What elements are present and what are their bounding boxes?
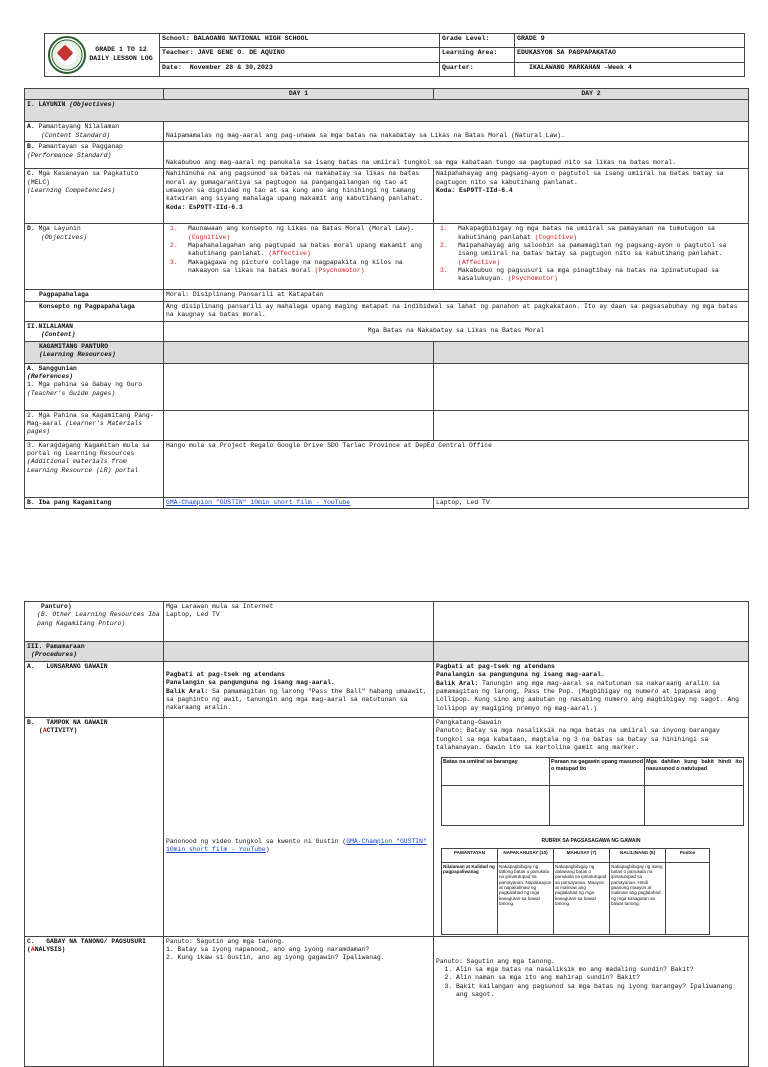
panturo-title: Panturo): [41, 603, 72, 610]
pagsusuri-day1-q2: 2. Kung ikaw si Gustin, ano ag iyong gagawin? Ipaliwanag.: [166, 954, 385, 962]
header-grade-cell: [45, 34, 160, 77]
pamamaraan-day2: [434, 642, 749, 662]
layunin-title: I. LAYUNIN: [27, 101, 66, 109]
grade-level-value: GRADE 9: [515, 34, 745, 48]
objective-domain-tag: (Affective): [458, 258, 501, 266]
item-letter: C.: [27, 937, 35, 945]
pamamaraan-day1: [164, 642, 434, 662]
analysis-letter: A: [30, 946, 35, 954]
other-resources-day2: Laptop, Led TV: [434, 497, 749, 508]
pagsusuri-label: [25, 936, 164, 1066]
question-item: 1. Alin sa mga batas na nasaliksik mo ang madaling sundin? Bakit?: [456, 966, 746, 974]
panturo-sub: (B. Other Learning Resources Iba pang Kagamitang Pnturo): [37, 611, 160, 627]
content-standard-title: Pamantayang Nilalaman: [38, 123, 120, 131]
objective-text: Makabubuo ng pagsusuri sa mga pinagtibay na batas na ipinatutupad sa kasalukuyan.: [458, 266, 719, 283]
layunin-title-en: (Objectives): [69, 101, 116, 109]
melc-day1-text: Nahihinuha na ang pagsunod sa batas na nakabatay sa likas na batas moral ay gumagarantiya sa pagtugon sa pangangailangan ng tao at umaayon sa dignidad ng tao at sa kung ano ang hinihingi ng tamang katwiran ang siyang mahalaga upang makamit ang kabutihang panlahat.: [166, 170, 423, 203]
gustin-video-link[interactable]: GMA-Champion "GUSTIN" 10min short film - YouTube: [166, 498, 351, 506]
lm-pages-day1: [164, 410, 434, 440]
pagsusuri-title: GABAY NA TANONG/ PAGSUSURI: [46, 937, 146, 945]
pangkatang-gawain-text: Panuto: Batay sa mga nasaliksik na mga batas na umiiral sa inyong barangay tungkol sa mga kabataan, magtala ng 3 na batas sa batay sa hinihingi sa talahanayan. Gawin ito sa kartolina gamit ang marker.: [436, 727, 720, 751]
objective-number: 2.: [170, 241, 178, 249]
lm-pages-sub: (Learner's Materials pages): [27, 419, 143, 436]
pamamaraan-title: III. Pamamaraan: [27, 643, 85, 650]
pagpapahalaga-value: Moral: Disiplinang Pansarili at Katapatan: [164, 290, 749, 301]
item-letter: A.: [27, 663, 35, 670]
melc-sub: (Learning Competencies): [27, 186, 116, 194]
rubric-col-header: PAMANTAYAN: [442, 848, 498, 862]
item-letter: A.: [27, 123, 35, 131]
objective-text: Makapagbibigay ng mga batas na umiiral sa pamayanan na tumutugon sa kabutihang panlahat: [458, 225, 715, 241]
day1-header: DAY 1: [164, 89, 434, 100]
quarter-value: IKALAWANG MARKAHAN –Week 4: [515, 62, 745, 76]
objective-number: 3.: [170, 258, 178, 266]
objective-number: 1.: [170, 225, 178, 233]
lunsarang-day2: [434, 662, 749, 718]
activity-letter: A: [42, 727, 47, 735]
pamamaraan-label: [25, 642, 164, 662]
rubric-puntos: [666, 862, 710, 934]
objectives-day1: [164, 224, 434, 290]
references-sub: (References): [27, 372, 74, 380]
balik-aral-text: Tanungin ang mga mag-aaral sa natutunan sa nakaraang aralin sa pamamagitan ng larong, Pass the Pop. (Magbibigay ng numero at ipapasa ang Lollipop. Kung sino ang aabutan ng nasabing numero ang magbibigay ng sagot. Ang lollipop ay magiging premyo ng mag-aaral.): [436, 679, 739, 712]
grid-header-reason: Mga dahilan kung bakit hindi ito nasusunod o natutupad: [645, 758, 744, 786]
teacher-value: JAVE GENE O. DE AQUINO: [197, 49, 285, 57]
rubric-napakahusay: Nakapagbibigay ng tatlong batas o panukala na ipinatutupad sa pamayanan. Napakaayos at napakalinaw ng pagkalahad ng mga kasagutan sa bawat tanong.: [498, 862, 554, 934]
tg-pages-label: Mga pahina sa Gabay ng Guro: [38, 381, 143, 389]
objective-text: Makagagawa ng picture collage na nagpapakita ng kilos na nakaayon sa likas na batas moral: [188, 258, 403, 274]
pagsusuri-day2-instruction: Panuto: Sagutin ang mga tanong.: [436, 957, 555, 965]
lr-portal-label: [25, 440, 164, 497]
objective-text-wrap: [452, 242, 746, 267]
lunsarang-label: [25, 662, 164, 718]
paren: ): [265, 845, 270, 853]
melc-day1: [164, 169, 434, 224]
grid-cell: [442, 786, 550, 826]
date-label: Date:: [162, 63, 182, 71]
pagsusuri-day1-instruction: Panuto: Sagutin ang mga tanong.: [166, 937, 285, 945]
melc-label: [25, 169, 164, 224]
item-letter: A.: [27, 364, 35, 372]
gustin-video-link-2[interactable]: GMA-Champion "GUSTIN" 10min short film - YouTube: [166, 837, 427, 853]
objective-domain-tag: (Cognitive): [188, 233, 231, 241]
day2-balik-aral: [436, 680, 746, 713]
objective-item: [166, 242, 431, 259]
objective-item: [166, 225, 431, 242]
activity-label: [27, 727, 77, 734]
melc-day2-text: Naipahahayag ang pagsang-ayon o pagtutol sa isang umiiral na batas batay sa pagtugon nito sa kabutihang panlahat.: [436, 170, 724, 186]
references-day2: [434, 363, 749, 410]
date-cell: [160, 62, 440, 76]
kagamitan-day2: [434, 341, 749, 363]
balik-aral-text: Sa pamamagitan ng larong "Pass the Ball" habang umaawit, sa paghinto ng awit, tanungin ang mga mag-aaral sa natutunan sa nakaraang aralin.: [166, 687, 427, 712]
grid-cell: [550, 786, 645, 826]
grade-level-label: Grade Level:: [440, 34, 515, 48]
objective-number: 2.: [440, 241, 448, 249]
quarter-label: Quarter:: [440, 62, 515, 76]
question-item: 2. Alin naman sa mga ito ang mahirap sundin? Bakit?: [456, 974, 746, 982]
objective-domain-tag: (Cognitive): [534, 233, 577, 241]
barangay-law-grid: [441, 757, 744, 826]
rubric-col-header: NAPAKAHUSAY (10): [498, 848, 554, 862]
references-title: Sanggunian: [38, 364, 77, 372]
objective-text-wrap: [182, 225, 431, 242]
lesson-table-page-2: [24, 601, 749, 1067]
melc-day2-code: Koda: EsP9TT-IId-6.4: [436, 186, 513, 194]
nilalaman-sub: (Content): [41, 330, 76, 338]
deped-seal-icon: [48, 36, 86, 74]
tampok-title: TAMPOK NA GAWAIN: [46, 719, 108, 726]
melc-day2: [434, 169, 749, 224]
content-standard-text: Naipamamalas ng mag-aaral ang pag-unawa sa mga batas na nakabatay sa Likas na Batas Moral (Natural Law).: [164, 122, 749, 142]
grid-header-method: Paraan na gagawin upang masunod o matupad ito: [550, 758, 645, 786]
nilalaman-content: Mga Batas na Nakabatay sa Likas na Batas Moral: [164, 321, 749, 341]
item-letter: D.: [27, 225, 35, 233]
panturo-label: [25, 602, 164, 642]
tampok-day1-text: [166, 838, 431, 855]
day2-prayer: Panalangin sa pangunguna ng isang mag-aaral.: [436, 671, 605, 679]
activity-rest: CTIVITY): [46, 727, 78, 735]
objectives-day1-list: [166, 225, 431, 275]
content-standard-label: [25, 122, 164, 142]
rubric-col-header: NALILINANG (5): [610, 848, 666, 862]
day1-prayer: Panalangin sa pangunguna ng isang mag-aaral.: [166, 679, 335, 687]
nilalaman-title: II.NILALAMAN: [27, 322, 74, 330]
objectives-label: [25, 224, 164, 290]
performance-standard-text: Nakabubuo ang mag-aaral ng panukala sa isang batas na umiiral tungkol sa mga kabataan tungo sa pagtupad nito sa likas na batas moral.: [164, 142, 749, 169]
lr-portal-title: Karagdagang Kagamitan mula sa portal ng Learning Resources: [27, 441, 150, 457]
objectives-title: Mga Layunin: [38, 225, 81, 233]
lr-portal-sub: (Additional materials from Learning Resource (LR) portal: [27, 458, 139, 474]
balik-aral-label: Balik Aral:: [436, 679, 479, 687]
learning-area-value: EDUKASYON SA PAGPAPAKATAO: [515, 48, 745, 62]
school-label: School:: [162, 35, 190, 42]
grid-cell: [645, 786, 744, 826]
grade-log-title: GRADE 1 TO 12 DAILY LESSON LOG: [89, 46, 153, 62]
item-letter: B.: [27, 143, 35, 151]
rubric-col-header: MAHUSAY (7): [554, 848, 610, 862]
kagamitan-day1: [164, 341, 434, 363]
day1-balik-aral: [166, 688, 431, 713]
lr-portal-text: Hango mula sa Project Regalo Google Drive SDO Tarlac Province at DepEd Central Office: [164, 440, 749, 497]
rubric-title: RUBRIK SA PAGSASAGAWA NG GAWAIN: [541, 838, 641, 845]
rubric-nalilinang: Nakapagbibigay ng isang batas o panukala na ipinatutupad sa pamayanan. Hindi gaanong maayos at malinaw ang paglalahad ng mga kasagutan sa bawat tanong.: [610, 862, 666, 934]
other-resources-title: Iba pang Kagamitang: [38, 498, 112, 506]
objective-text-wrap: [182, 242, 431, 259]
objective-text: Maipahahayag ang saloobin sa pamamagitan ng pagsang-ayon o pagtutol sa isang umiiral na batas batay sa pagtugon nito sa kabutihang panlahat.: [458, 241, 727, 258]
lunsarang-day1: [164, 662, 434, 718]
kagamitan-title: KAGAMITANG PANTURO: [39, 342, 109, 350]
pamamaraan-sub: (Procedures): [31, 651, 78, 659]
pagsusuri-day1: [164, 936, 434, 1066]
panturo-day1: Mga Larawan mula sa Internet Laptop, Led TV: [164, 602, 434, 642]
rubric-row-label: Nilalaman at Kalidad ng pagpapaliwanag: [442, 862, 498, 934]
header-table: [44, 33, 745, 77]
item-letter: C.: [27, 170, 35, 178]
analysis-rest: NALYSIS): [34, 946, 66, 954]
item-number: 1.: [27, 381, 35, 389]
kagamitan-label: [25, 341, 164, 363]
pagsusuri-day2-questions: [436, 966, 746, 999]
lm-pages-title: Mga Pahina sa Kagamitang Pang-Mag-aaral: [27, 411, 154, 427]
tampok-day1: [164, 718, 434, 937]
date-value: November 28 & 30,2023: [189, 63, 273, 71]
item-number: 3.: [27, 441, 35, 449]
rubric-col-header: Puntos: [666, 848, 710, 862]
objective-text-wrap: [452, 267, 746, 284]
objective-domain-tag: (Affective): [268, 250, 311, 258]
references-label: [25, 363, 164, 410]
objective-number: 1.: [440, 225, 448, 233]
melc-day1-code: Koda: EsP9TT-IId-6.3: [166, 203, 243, 211]
teacher-label: Teacher:: [162, 49, 194, 57]
lunsarang-title: LUNSARANG GAWAIN: [46, 663, 108, 670]
konsepto-label: Konsepto ng Pagpapahalaga: [25, 301, 164, 321]
objective-text: Maunawaan ang konsepto ng Likas na Batas Moral (Moral Law).: [188, 225, 415, 233]
objectives-day2: [434, 224, 749, 290]
item-letter: B.: [27, 498, 35, 506]
melc-title: Mga Kasanayan sa Pagkatuto (MELC): [27, 170, 139, 186]
performance-standard-label: [25, 142, 164, 169]
pagpapahalaga-label: Pagpapahalaga: [25, 290, 164, 301]
other-resources-day1: [164, 497, 434, 508]
objective-item: [436, 242, 746, 267]
rubric-table: [441, 848, 710, 935]
objective-text: Mapahahalagahan ang pagtupad sa batas moral upang makamit ang kabutihang panlahat.: [188, 241, 422, 258]
blank-corner: [25, 89, 164, 100]
panturo-day2: [434, 602, 749, 642]
references-day1: [164, 363, 434, 410]
rubric-header-row: [442, 848, 710, 862]
tampok-day2: [434, 718, 749, 937]
question-item: 3. Bakit kailangan ang pagsunod sa mga batas ng iyong barangay? Ipaliwanang ang sagot.: [456, 983, 746, 1000]
school-value: BALAOANG NATIONAL HIGH SCHOOL: [193, 35, 309, 42]
layunin-section-title: [25, 100, 749, 122]
paren: (: [39, 727, 43, 735]
objective-number: 3.: [440, 266, 448, 274]
performance-standard-title: Pamantayan sa Pagganap: [38, 143, 123, 151]
objective-item: [436, 225, 746, 242]
nilalaman-label: [25, 321, 164, 341]
item-letter: B.: [27, 719, 35, 726]
paren: (: [27, 946, 31, 954]
day1-greeting: Pagbati at pag-tsek ng atendans: [166, 671, 285, 678]
grid-header-law: Batas na umiiral sa barangay: [442, 758, 550, 786]
content-standard-sub: (Content Standard): [41, 131, 111, 139]
objectives-day2-list: [436, 225, 746, 283]
video-instruction: Panonood ng video tungkol sa kwento ni Gustin (: [166, 837, 347, 845]
pagsusuri-day2: [434, 936, 749, 1066]
balik-aral-label: Balik Aral:: [166, 687, 209, 695]
teacher-cell: [160, 48, 440, 62]
tg-pages-sub: (Teacher's Guide pages): [27, 389, 116, 397]
rubric-mahusay: Nakapagbibigay ng dalawang batas o panukala na ipinatutupad sa pamayanan. Maayos at malinaw ang paglalahad ng mga kasagutan sa bawat tanong.: [554, 862, 610, 934]
lesson-table-page-1: [24, 88, 749, 509]
day2-header: DAY 2: [434, 89, 749, 100]
day2-greeting: Pagbati at pag-tsek ng atendans: [436, 663, 555, 670]
konsepto-value: Ang disiplinang pansarili ay mahalaga upang maging matapat na indibidwal sa lahat ng panahon at pagkakataon. Ito ay daan sa pagsasabuhay ng mga batas na kaugnay sa batas moral.: [164, 301, 749, 321]
learning-area-label: Learning Area:: [440, 48, 515, 62]
pangkatang-gawain-title: Pangkatang-Gawain: [436, 719, 502, 726]
performance-standard-sub: (Performance Standard): [27, 151, 112, 159]
analysis-label: [27, 946, 65, 953]
objective-item: [436, 267, 746, 284]
kagamitan-sub: (Learning Resources): [39, 350, 116, 358]
objective-text-wrap: [452, 225, 746, 242]
lm-pages-day2: [434, 410, 749, 440]
objective-domain-tag: (Psychomotor): [314, 266, 365, 274]
item-number: 2.: [27, 411, 35, 419]
tampok-label: [25, 718, 164, 937]
objective-item: [166, 259, 431, 276]
objective-domain-tag: (Psychomotor): [507, 275, 558, 283]
objective-text-wrap: [182, 259, 431, 276]
other-resources-label: [25, 497, 164, 508]
lm-pages-label: [25, 410, 164, 440]
objectives-sub: (Objectives): [41, 233, 88, 241]
school-cell: [160, 34, 440, 48]
pagsusuri-day1-q1: 1. Batay sa iyong napanood, ano ang iyong naramdaman?: [166, 946, 370, 954]
